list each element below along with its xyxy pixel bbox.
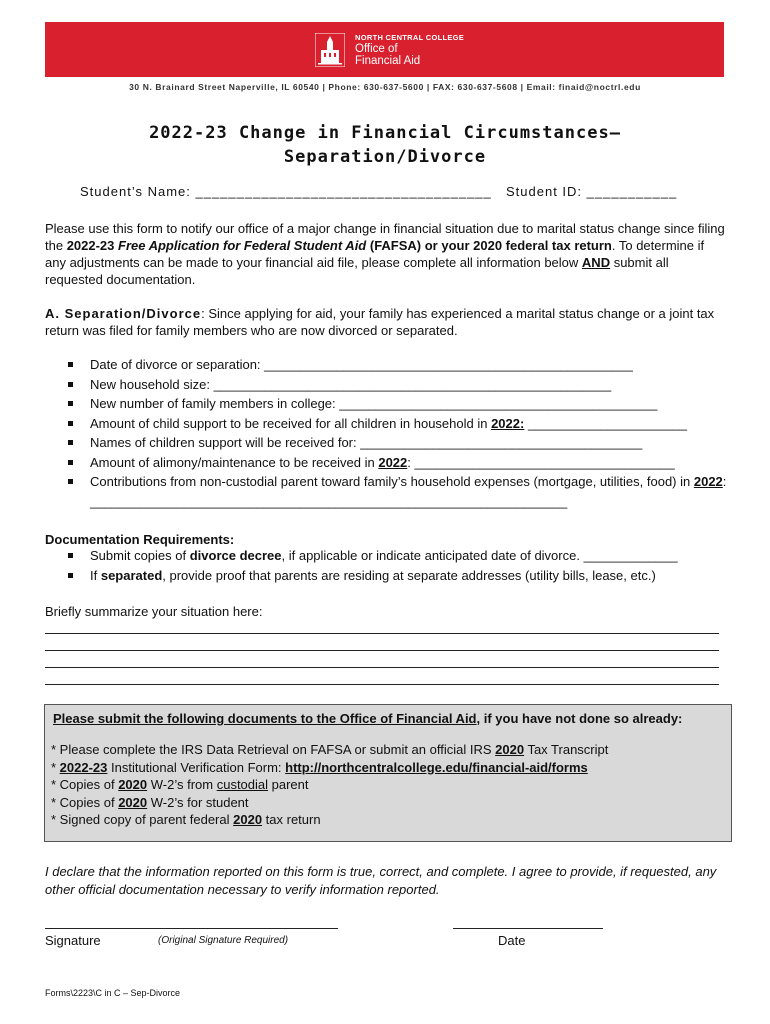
doc-2-text-c: , provide proof that parents are residing at separate addresses (utility bills, lease, etc.): [162, 568, 656, 583]
custodial-tail: parent: [268, 777, 309, 793]
title-line-1: 2022-23 Change in Financial Circumstances–: [149, 123, 621, 143]
college-tower-logo: [315, 33, 345, 67]
tax-return-text: * Signed copy of parent federal: [51, 812, 234, 828]
intro-text-1: Please use this form to notify our office of a major change in financial situation due to marital status change since filing the: [45, 221, 725, 253]
contributions-text: Contributions from non-custodial parent toward family’s household expenses (mortgage, utilities, food) in: [90, 474, 694, 489]
required-documents-list: [51, 741, 608, 829]
summary-line-2[interactable]: [45, 650, 719, 651]
irs-year: 2020: [495, 742, 525, 757]
intro-fafsa-tax: (FAFSA) or your 2020 federal tax return: [366, 238, 612, 253]
intro-and: AND: [581, 255, 611, 270]
custodial-mid: W-2’s from: [147, 777, 217, 793]
summary-line-1[interactable]: [45, 633, 719, 634]
title-line-2: Separation/Divorce: [283, 147, 487, 167]
custodial-text: * Copies of: [51, 777, 119, 793]
doc-separated-proof: [68, 566, 728, 586]
intro-text-2: . To determine if any adjustments can be made to your financial aid file, please complete all information below: [45, 238, 705, 270]
bullet-child-support[interactable]: [68, 414, 728, 434]
child-support-text: Amount of child support to be received for all children in household in: [90, 415, 492, 431]
doc-2-text-a: If: [90, 568, 101, 583]
doc-2-bold: separated: [100, 568, 163, 583]
intro-paragraph: [45, 220, 725, 288]
bullet-divorce-date[interactable]: Date of divorce or separation: ___________________________________________________: [68, 355, 728, 375]
student-w2-text: * Copies of: [51, 794, 119, 810]
student-w2-year: 2020: [118, 794, 148, 810]
custodial-year: 2020: [118, 777, 148, 793]
section-a-text: : Since applying for aid, your family has experienced a marital status change or a joint tax return was filed for family members who are now divorced or separated.: [45, 306, 715, 338]
box-heading-rest: , if you have not done so already:: [476, 711, 683, 726]
intro-fafsa-name: Free Application for Federal Student Aid: [118, 238, 367, 253]
doc-item-student-w2: [51, 794, 608, 812]
documentation-list: [68, 546, 728, 586]
bullet-household-size[interactable]: New household size: _______________________________________________________: [68, 375, 728, 395]
bullet-children-names[interactable]: Names of children support will be received for: _______________________________________: [68, 433, 728, 453]
signature-label: Signature: [45, 933, 101, 948]
student-w2-tail: W-2’s for student: [147, 794, 249, 810]
child-support-blank: ______________________: [524, 415, 687, 431]
section-a-paragraph: [45, 305, 725, 339]
doc-1-bold: divorce decree: [189, 548, 282, 563]
section-a-heading: A. Separation/Divorce: [45, 306, 202, 321]
alimony-text: Amount of alimony/maintenance to be received in: [90, 454, 379, 470]
bullet-contributions[interactable]: [68, 472, 728, 511]
verification-star: *: [51, 759, 60, 775]
bullet-family-in-college[interactable]: New number of family members in college: ____________________________________________: [68, 394, 728, 414]
form-footer-code: Forms\2223\C in C – Sep-Divorce: [45, 988, 181, 998]
verification-text: Institutional Verification Form:: [107, 759, 286, 775]
documentation-heading-text: Documentation Requirements:: [45, 532, 235, 547]
box-heading-underlined: Please submit the following documents to the Office of Financial Aid: [53, 711, 477, 726]
doc-item-irs: [51, 741, 608, 759]
intro-year: 2022-23: [66, 238, 119, 253]
contributions-blank: : __________________________________________________________________: [90, 474, 727, 509]
doc-1-text-a: Submit copies of: [90, 548, 190, 563]
contributions-year: 2022: [693, 474, 723, 489]
college-name: NORTH CENTRAL COLLEGE: [355, 33, 465, 42]
intro-text-3: submit all requested documentation.: [45, 255, 669, 287]
date-label: Date: [498, 933, 526, 948]
irs-tail: Tax Transcript: [524, 742, 609, 757]
summary-line-3[interactable]: [45, 667, 719, 668]
form-title: [0, 121, 770, 169]
bullet-alimony[interactable]: [68, 453, 728, 473]
required-documents-heading: [53, 711, 682, 726]
irs-text: * Please complete the IRS Data Retrieval on FAFSA or submit an official IRS: [51, 742, 496, 757]
office-line-1: Office of: [355, 43, 398, 55]
tax-return-tail: tax return: [262, 812, 321, 828]
student-id-field[interactable]: Student ID: ___________: [506, 184, 678, 199]
alimony-year: 2022: [378, 454, 408, 470]
declaration-text: I declare that the information reported on this form is true, correct, and complete. I agree to provide, if requested, any other official documentation necessary to verify information reported.: [45, 864, 717, 897]
signature-line[interactable]: [45, 928, 338, 929]
contact-address: 30 N. Brainard Street Naperville, IL 60540 | Phone: 630-637-5600 | FAX: 630-637-5608 | Email: finaid@noctrl.edu: [129, 82, 641, 92]
verification-year: 2022-23: [59, 759, 108, 775]
office-line-2: Financial Aid: [355, 55, 421, 67]
summary-label: Briefly summarize your situation here:: [45, 604, 263, 619]
doc-item-verification: [51, 759, 608, 777]
date-line[interactable]: [453, 928, 603, 929]
doc-item-tax-return: [51, 811, 608, 829]
tax-return-year: 2020: [233, 812, 263, 828]
doc-1-text-c: , if applicable or indicate anticipated date of divorce. _____________: [281, 548, 678, 563]
doc-divorce-decree[interactable]: [68, 546, 728, 566]
required-documents-box: [44, 704, 732, 842]
doc-item-custodial-w2: [51, 776, 608, 794]
alimony-blank: : ____________________________________: [407, 454, 675, 470]
forms-link[interactable]: http://northcentralcollege.edu/financial-aid/forms: [285, 759, 588, 775]
summary-line-4[interactable]: [45, 684, 719, 685]
child-support-year: 2022:: [491, 415, 525, 431]
custodial-word: custodial: [216, 777, 269, 793]
situation-bullet-list: [68, 355, 728, 511]
signature-note: (Original Signature Required): [158, 935, 289, 946]
office-name: [355, 43, 445, 67]
student-name-field[interactable]: Student’s Name: ____________________________________: [80, 184, 492, 199]
